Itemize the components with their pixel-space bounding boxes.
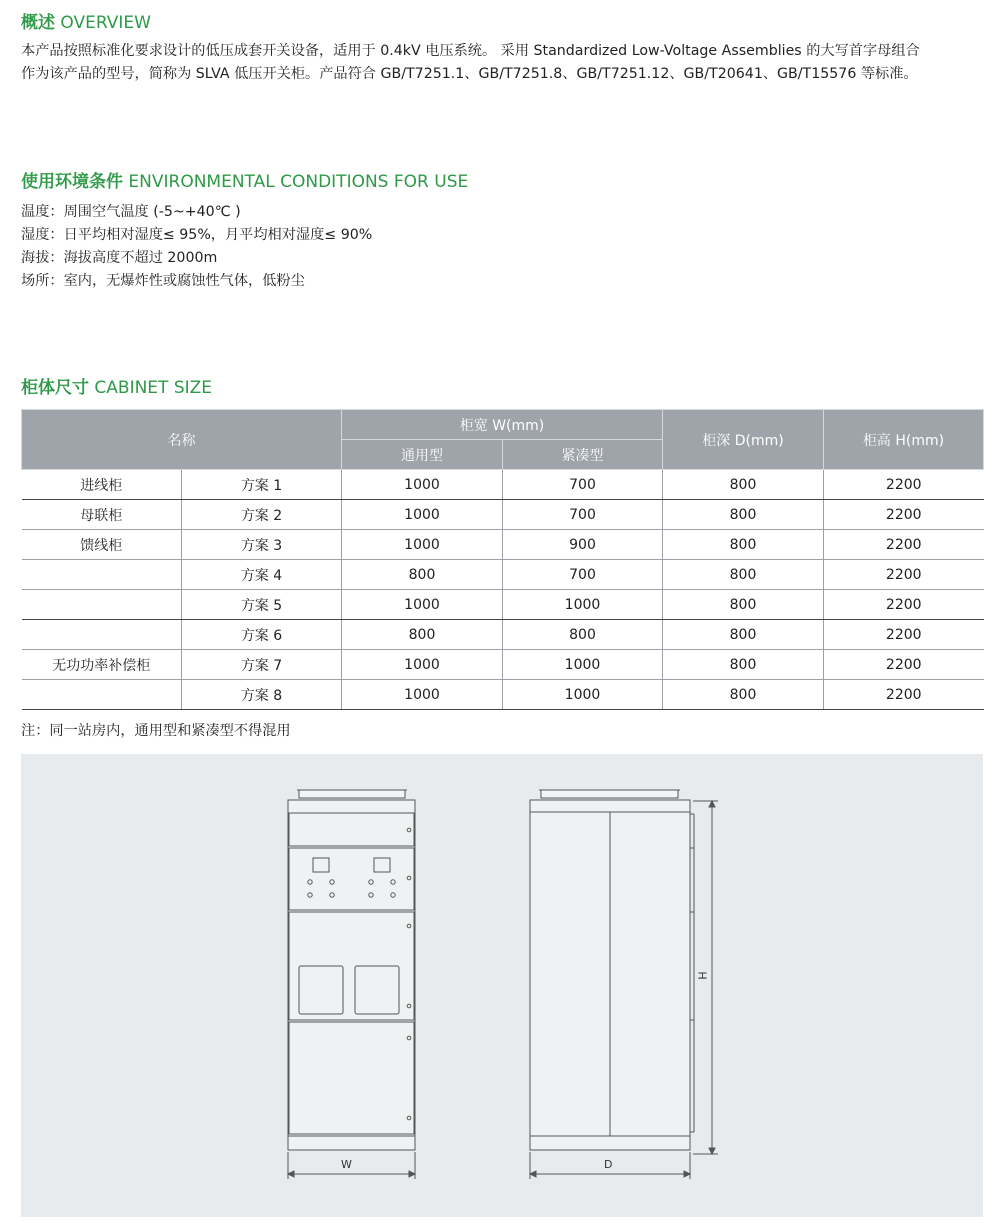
overview-line-1: 本产品按照标准化要求设计的低压成套开关设备，适用于 0.4kV 电压系统。 采用 Standardized Low-Voltage Assemblies 的大写首字母组合 <box>21 43 920 59</box>
height: 2200 <box>824 530 984 560</box>
overview-text <box>21 40 991 86</box>
environment-title-en: ENVIRONMENTAL CONDITIONS FOR USE <box>128 172 469 192</box>
cabinet-type: 馈线柜 <box>22 530 182 560</box>
overview-title-cn: 概述 <box>21 13 55 33</box>
depth: 800 <box>663 680 824 710</box>
height: 2200 <box>824 620 984 650</box>
env-temperature: 温度：周围空气温度 (-5~+40℃ ) <box>21 204 241 220</box>
scheme: 方案 3 <box>182 530 342 560</box>
table-row <box>22 650 984 680</box>
header-name: 名称 <box>22 410 342 470</box>
height-label: H <box>695 971 709 980</box>
width-general: 1000 <box>342 590 503 620</box>
width-compact: 900 <box>503 530 663 560</box>
scheme: 方案 4 <box>182 560 342 590</box>
overview-line-2: 作为该产品的型号，简称为 SLVA 低压开关柜。产品符合 GB/T7251.1、GB/T7251.8、GB/T7251.12、GB/T20641、GB/T15576 等标准。 <box>21 66 918 82</box>
width-compact: 1000 <box>503 680 663 710</box>
height: 2200 <box>824 560 984 590</box>
depth: 800 <box>663 500 824 530</box>
table-row <box>22 470 984 500</box>
cabinet-size-table <box>21 409 984 710</box>
cabinet-type <box>22 620 182 650</box>
table-row <box>22 680 984 710</box>
cabinet-title-en: CABINET SIZE <box>94 378 213 398</box>
width-general: 800 <box>342 560 503 590</box>
header-general: 通用型 <box>342 440 503 470</box>
height: 2200 <box>824 590 984 620</box>
header-width: 柜宽 W(mm) <box>342 410 663 440</box>
environment-title <box>21 167 468 192</box>
height: 2200 <box>824 500 984 530</box>
cabinet-type <box>22 590 182 620</box>
env-humidity: 湿度：日平均相对湿度≤ 95%，月平均相对湿度≤ 90% <box>21 227 373 243</box>
cabinet-type: 进线柜 <box>22 470 182 500</box>
table-row <box>22 590 984 620</box>
cabinet-type: 母联柜 <box>22 500 182 530</box>
table-row <box>22 560 984 590</box>
height: 2200 <box>824 680 984 710</box>
width-compact: 700 <box>503 560 663 590</box>
env-location: 场所：室内，无爆炸性或腐蚀性气体，低粉尘 <box>21 273 305 289</box>
cabinet-type <box>22 680 182 710</box>
front-view <box>288 790 415 1179</box>
height: 2200 <box>824 650 984 680</box>
width-general: 1000 <box>342 650 503 680</box>
scheme: 方案 8 <box>182 680 342 710</box>
header-depth: 柜深 D(mm) <box>663 410 824 470</box>
width-compact: 1000 <box>503 590 663 620</box>
scheme: 方案 5 <box>182 590 342 620</box>
width-compact: 700 <box>503 500 663 530</box>
scheme: 方案 6 <box>182 620 342 650</box>
width-compact: 800 <box>503 620 663 650</box>
depth: 800 <box>663 650 824 680</box>
width-general: 1000 <box>342 530 503 560</box>
overview-title-en: OVERVIEW <box>60 13 151 33</box>
width-compact: 700 <box>503 470 663 500</box>
depth: 800 <box>663 530 824 560</box>
overview-title <box>21 8 151 33</box>
scheme: 方案 2 <box>182 500 342 530</box>
cabinet-type <box>22 560 182 590</box>
table-note: 注：同一站房内，通用型和紧凑型不得混用 <box>21 723 291 739</box>
depth-label: D <box>604 1158 613 1171</box>
cabinet-type: 无功功率补偿柜 <box>22 650 182 680</box>
width-general: 1000 <box>342 680 503 710</box>
depth: 800 <box>663 560 824 590</box>
cabinet-title <box>21 373 212 398</box>
width-general: 1000 <box>342 500 503 530</box>
width-compact: 1000 <box>503 650 663 680</box>
cabinet-title-cn: 柜体尺寸 <box>21 378 89 398</box>
depth: 800 <box>663 470 824 500</box>
width-general: 800 <box>342 620 503 650</box>
cabinet-drawing <box>21 754 983 1217</box>
header-compact: 紧凑型 <box>503 440 663 470</box>
width-label: W <box>341 1158 352 1171</box>
cabinet-drawing-panel <box>21 754 983 1217</box>
depth: 800 <box>663 590 824 620</box>
environment-title-cn: 使用环境条件 <box>21 172 123 192</box>
height: 2200 <box>824 470 984 500</box>
scheme: 方案 1 <box>182 470 342 500</box>
header-height: 柜高 H(mm) <box>824 410 984 470</box>
width-general: 1000 <box>342 470 503 500</box>
table-row <box>22 620 984 650</box>
depth: 800 <box>663 620 824 650</box>
table-row <box>22 530 984 560</box>
env-altitude: 海拔：海拔高度不超过 2000m <box>21 250 218 266</box>
table-row <box>22 500 984 530</box>
scheme: 方案 7 <box>182 650 342 680</box>
side-view <box>530 790 718 1179</box>
